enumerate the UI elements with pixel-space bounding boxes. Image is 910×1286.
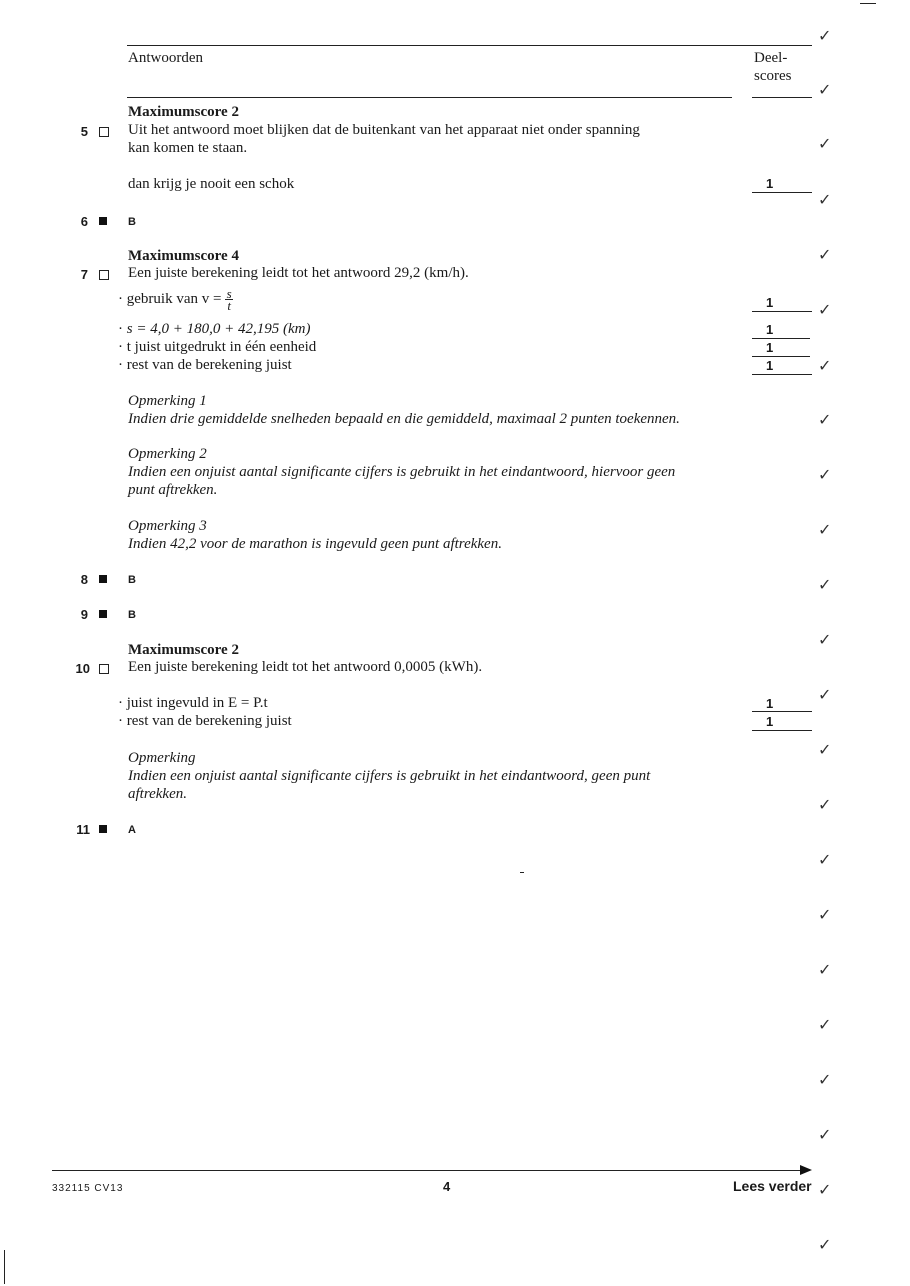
q7-remark-3-title: Opmerking 3 [128,518,207,534]
q5-item: dan krijg je nooit een schok [128,176,295,192]
q5-text-2: kan komen te staan. [128,140,248,156]
footer-rule [52,1170,804,1171]
q11-closed-box-icon [99,825,107,833]
q6-answer: B [128,216,136,228]
q6-closed-box-icon [99,217,107,225]
q5-number: 5 [80,124,88,139]
header-rule [127,97,732,98]
q10-item-2-score: 1 [766,714,774,729]
q10-item-2-text: rest van de berekening juist [126,713,292,729]
q11-number: 11 [76,822,90,837]
q7-score-line-1 [752,311,812,312]
q9-number: 9 [80,607,88,622]
q5-open-box-icon [99,127,109,137]
q9-answer: B [128,609,136,621]
q10-item-1-score: 1 [766,696,774,711]
checkmark-icon: ✓ [818,795,832,814]
q7-item-4-text: rest van de berekening juist [126,357,292,373]
q7-remark-1-text: Indien drie gemiddelde snelheden bepaald en die gemiddeld, maximaal 2 punten toekennen. [128,411,680,427]
bullet: · [118,713,127,729]
q8-answer: B [128,574,136,586]
checkmark-icon: ✓ [818,465,832,484]
q10-maxscore: Maximumscore 2 [128,642,239,658]
q10-item-2 [118,713,292,730]
scan-dot [520,872,524,873]
checkmark-icon: ✓ [818,630,832,649]
checkmark-icon: ✓ [818,520,832,539]
q7-remark-3-text: Indien 42,2 voor de marathon is ingevuld geen punt aftrekken. [128,536,502,552]
checkmark-icon: ✓ [818,1015,832,1034]
checkmark-icon: ✓ [818,356,832,375]
q7-item-3-text: t juist uitgedrukt in één eenheid [126,339,317,355]
bullet: · [118,357,127,373]
q10-item-1 [118,695,268,712]
q10-score-line-2 [752,730,812,731]
top-rule [127,45,812,46]
q7-item-1 [118,288,233,311]
checkmark-icon: ✓ [818,960,832,979]
q7-item-4 [118,357,292,374]
q10-remark-title: Opmerking [128,750,196,766]
checkmark-icon: ✓ [818,300,832,319]
q7-text: Een juiste berekening leidt tot het antwoord 29,2 (km/h). [128,265,469,281]
checkmark-icon: ✓ [818,134,832,153]
checkmark-icon: ✓ [818,1070,832,1089]
scan-margin-line [4,1250,5,1284]
checkmark-icon: ✓ [818,245,832,264]
q7-maxscore: Maximumscore 4 [128,248,239,264]
q7-item-2-text: s = 4,0 + 180,0 + 42,195 (km) [126,321,311,337]
q7-score-line-4 [752,374,812,375]
q8-closed-box-icon [99,575,107,583]
checkmark-icon: ✓ [818,575,832,594]
checkmark-icon: ✓ [818,905,832,924]
q5-text-1: Uit het antwoord moet blijken dat de buitenkant van het apparaat niet onder spanning [128,122,640,138]
q5-score-line [752,192,812,193]
fraction [225,288,233,311]
answers-heading: Antwoorden [128,50,203,66]
checkmark-icon: ✓ [818,1180,832,1199]
q7-item-4-score: 1 [766,358,774,373]
q10-remark-text-1: Indien een onjuist aantal significante cijfers is gebruikt in het eindantwoord, geen punt [128,768,651,784]
lees-verder-link: Lees verder [733,1178,812,1194]
q7-number: 7 [80,267,88,282]
q10-remark-text-2: aftrekken. [128,786,187,802]
q10-number: 10 [75,661,90,676]
checkmark-icon: ✓ [818,740,832,759]
q7-item-3-score: 1 [766,340,774,355]
checkmark-icon: ✓ [818,850,832,869]
q7-item-2-score: 1 [766,322,774,337]
q5-maxscore: Maximumscore 2 [128,104,239,120]
q7-remark-2-text-2: punt aftrekken. [128,482,218,498]
q7-open-box-icon [99,270,109,280]
bullet: · [118,695,127,711]
q8-number: 8 [80,572,88,587]
q7-remark-2-text-1: Indien een onjuist aantal significante cijfers is gebruikt in het eindantwoord, hiervoor geen [128,464,676,480]
q7-item-1-text: gebruik van v = [126,290,226,307]
q5-item-score: 1 [766,176,774,191]
fraction-numerator: s [226,286,232,301]
q6-number: 6 [80,214,88,229]
q7-score-line-2 [752,338,810,339]
bullet: · [118,290,127,307]
header-rule-score [752,97,812,98]
q7-item-3 [118,339,316,356]
q7-score-line-3 [752,356,810,357]
checkmark-icon: ✓ [818,26,832,45]
q10-open-box-icon [99,664,109,674]
checkmark-icon: ✓ [818,410,832,429]
q9-closed-box-icon [99,610,107,618]
checkmark-icon: ✓ [818,685,832,704]
deelscores-heading-1: Deel- [754,50,788,66]
q10-text: Een juiste berekening leidt tot het antwoord 0,0005 (kWh). [128,659,483,675]
q7-item-2 [118,321,310,338]
q7-remark-1-title: Opmerking 1 [128,393,207,409]
checkmark-icon: ✓ [818,1125,832,1144]
page-number: 4 [443,1179,451,1194]
bullet: · [118,339,127,355]
scan-mark [860,3,876,4]
arrow-right-icon [800,1165,812,1175]
q7-item-1-score: 1 [766,295,774,310]
footer-code: 332115 CV13 [52,1183,124,1194]
checkmark-icon: ✓ [818,1235,832,1254]
deelscores-heading-2: scores [754,68,792,84]
bullet: · [118,321,127,337]
q11-answer: A [128,824,136,836]
checkmark-icon: ✓ [818,80,832,99]
q10-item-1-text: juist ingevuld in E = P.t [126,695,268,711]
q7-remark-2-title: Opmerking 2 [128,446,207,462]
fraction-denominator: t [227,298,231,313]
q10-score-line-1 [752,711,812,712]
checkmark-icon: ✓ [818,190,832,209]
